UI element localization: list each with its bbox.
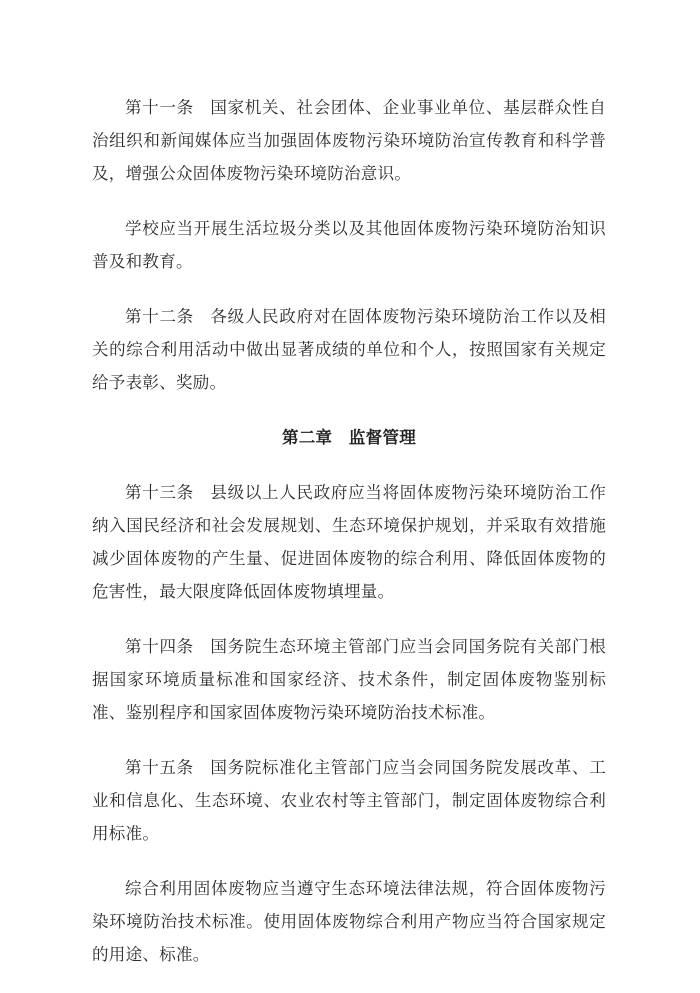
article-number: 第十二条 bbox=[125, 307, 194, 326]
chapter-title: 监督管理 bbox=[348, 428, 417, 447]
article-text: 县级以上人民政府应当将固体废物污染环境防治工作纳入国民经济和社会发展规划、生态环境保护规划，并采取有效措施减少固体废物的产生量、促进固体废物的综合利用、降低固体废物的危害性，最大限度降低固体废物填埋量。 bbox=[92, 483, 607, 601]
article-11-paragraph bbox=[92, 91, 606, 190]
article-number: 第十一条 bbox=[125, 98, 194, 117]
article-text: 国家机关、社会团体、企业事业单位、基层群众性自治组织和新闻媒体应当加强固体废物污染环境防治宣传教育和科学普及，增强公众固体废物污染环境防治意识。 bbox=[92, 98, 607, 183]
chapter-heading bbox=[92, 421, 606, 454]
article-11-paragraph-2 bbox=[92, 212, 606, 278]
article-text: 国务院标准化主管部门应当会同国务院发展改革、工业和信息化、生态环境、农业农村等主管部门，制定固体废物综合利用标准。 bbox=[92, 758, 607, 843]
article-text: 学校应当开展生活垃圾分类以及其他固体废物污染环境防治知识普及和教育。 bbox=[92, 219, 606, 271]
article-13-paragraph bbox=[92, 476, 606, 608]
article-12-paragraph bbox=[92, 300, 606, 399]
document-body bbox=[92, 91, 606, 993]
article-text: 国务院生态环境主管部门应当会同国务院有关部门根据国家环境质量标准和国家经济、技术条件，制定固体废物鉴别标准、鉴别程序和国家固体废物污染环境防治技术标准。 bbox=[92, 637, 607, 722]
article-14-paragraph bbox=[92, 630, 606, 729]
article-text: 综合利用固体废物应当遵守生态环境法律法规，符合固体废物污染环境防治技术标准。使用固体废物综合利用产物应当符合国家规定的用途、标准。 bbox=[92, 879, 606, 964]
article-text: 各级人民政府对在固体废物污染环境防治工作以及相关的综合利用活动中做出显著成绩的单位和个人，按照国家有关规定给予表彰、奖励。 bbox=[92, 307, 607, 392]
article-15-paragraph-2 bbox=[92, 872, 606, 971]
article-number: 第十三条 bbox=[125, 483, 194, 502]
article-15-paragraph bbox=[92, 751, 606, 850]
article-number: 第十五条 bbox=[125, 758, 194, 777]
chapter-number: 第二章 bbox=[281, 428, 333, 447]
article-number: 第十四条 bbox=[125, 637, 194, 656]
